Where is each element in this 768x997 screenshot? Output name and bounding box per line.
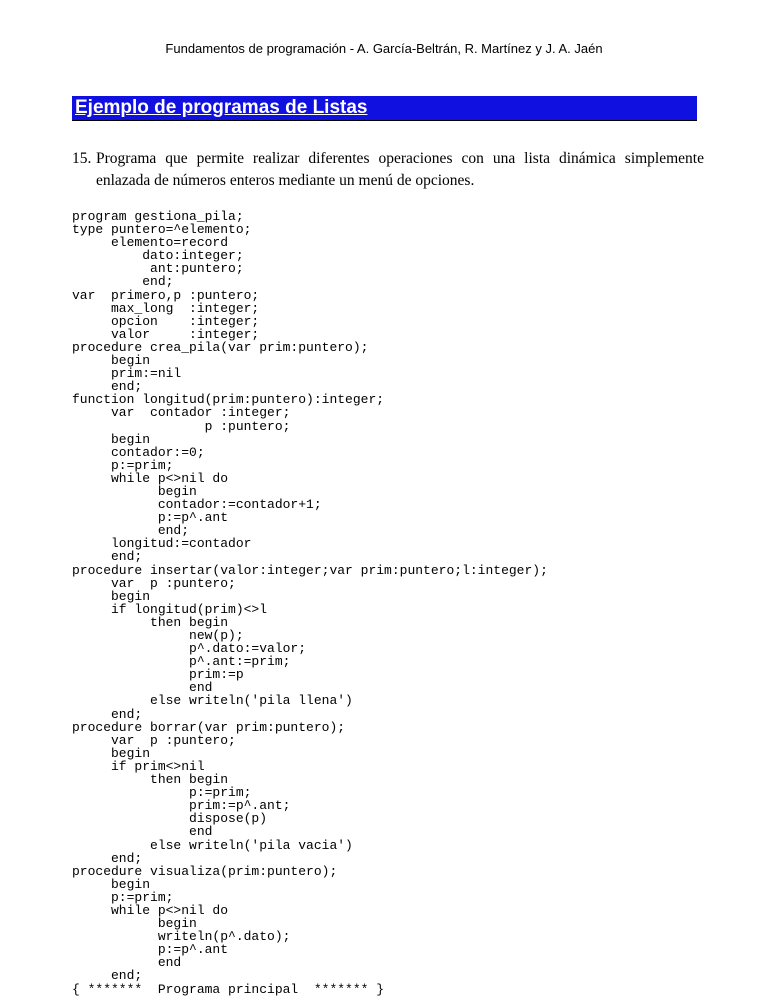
page-header: Fundamentos de programación - A. García-Beltrán, R. Martínez y J. A. Jaén — [165, 41, 603, 56]
exercise-number: 15. — [72, 150, 92, 167]
exercise-description: Programa que permite realizar diferentes operaciones con una lista dinámica simplemente enlazada de números enteros mediante un menú de opciones. — [96, 150, 704, 189]
section-title-bar — [72, 96, 697, 121]
section-title: Ejemplo de programas de Listas — [75, 97, 368, 118]
pascal-code-listing: program gestiona_pila; type puntero=^elemento; elemento=record dato:integer; ant:puntero; end; var primero,p :puntero; max_long :integer; opcion :integer; valor :integer; procedure crea_pila(var prim:puntero); begin prim:=nil end; function longitud(prim:puntero):integer; var contador :integer; p :puntero; begin contador:=0; p:=prim; while p<>nil do begin contador:=contador+1; p:=p^.ant end; longitud:=contador end; procedure insertar(valor:integer;var prim:puntero;l:integer); var p :puntero; begin if longitud(prim)<>l then begin new(p); p^.dato:=valor; p^.ant:=prim; prim:=p end else writeln('pila llena') end; procedure borrar(var prim:puntero); var p :puntero; begin if prim<>nil then begin p:=prim; prim:=p^.ant; dispose(p) end else writeln('pila vacia') end; procedure visualiza(prim:puntero); begin p:=prim; while p<>nil do begin writeln(p^.dato); p:=p^.ant end end; { ******* Programa principal ******* } — [72, 209, 548, 997]
